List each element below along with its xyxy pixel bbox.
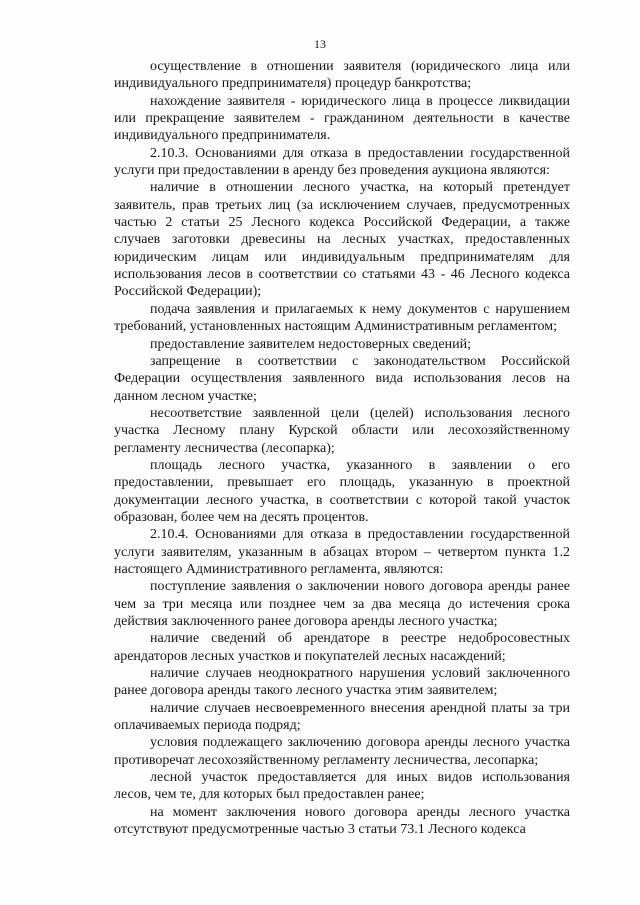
paragraph: наличие случаев неоднократного нарушения условий заключенного ранее договора аренды такого лесного участка этим заявителем; xyxy=(114,666,570,699)
paragraph: несоответствие заявленной цели (целей) использования лесного участка Лесному плану Курской области или лесохозяйственному регламенту лесничества (лесопарка); xyxy=(114,405,570,456)
paragraph: площадь лесного участка, указанного в заявлении о его предоставлении, превышает его площадь, указанную в проектной документации лесного участка, в соответствии с которой такой участок образован, более чем на десять процентов. xyxy=(114,457,570,525)
page-number: 13 xyxy=(314,37,326,51)
paragraph: подача заявления и прилагаемых к нему документов с нарушением требований, установленных настоящим Административным регламентом; xyxy=(114,301,570,335)
paragraph: осуществление в отношении заявителя (юридического лица или индивидуального предпринимателя) процедур банкротства; xyxy=(114,59,570,92)
paragraph: наличие в отношении лесного участка, на который претендует заявитель, прав третьих лиц (за исключением случаев, предусмотренных частью 2 статьи 25 Лесного кодекса Российской Федерации, а также случаев заготовки древесины на лесных участках, предоставленных юридическим лицам или индивидуальным предпринимателям для использования лесов в соответствии со статьями 43 - 46 Лесного кодекса Российской Федерации); xyxy=(114,180,570,300)
paragraph: предоставление заявителем недостоверных сведений; xyxy=(150,336,471,352)
paragraph: лесной участок предоставляется для иных видов использования лесов, чем те, для которых был предоставлен ранее; xyxy=(114,770,570,803)
section-2-10-3-heading: 2.10.3. Основаниями для отказа в предоставлении государственной услуги при предоставлении в аренду без проведения аукциона являются: xyxy=(114,145,570,179)
paragraph: условия подлежащего заключению договора аренды лесного участка противоречат лесохозяйственному регламенту лесничества, лесопарка; xyxy=(114,735,570,768)
document-body xyxy=(114,58,570,838)
section-2-10-4-heading: 2.10.4. Основаниями для отказа в предоставлении государственной услуги заявителям, указанным в абзацах втором – четвертом пункта 1.2 настоящего Административного регламента, являются: xyxy=(114,527,570,577)
paragraph: запрещение в соответствии с законодательством Российской Федерации осуществления заявленного вида использования лесов на данном лесном участке; xyxy=(114,353,570,404)
paragraph: на момент заключения нового договора аренды лесного участка отсутствуют предусмотренные частью 3 статьи 73.1 Лесного кодекса xyxy=(114,804,570,838)
paragraph: поступление заявления о заключении нового договора аренды ранее чем за три месяца или позднее чем за два месяца до истечения срока действия заключенного ранее договора аренды лесного участка; xyxy=(114,579,570,629)
paragraph: наличие сведений об арендаторе в реестре недобросовестных арендаторов лесных участков и покупателей лесных насаждений; xyxy=(114,631,570,664)
paragraph: нахождение заявителя - юридического лица в процессе ликвидации или прекращение заявителем - гражданином деятельности в качестве индивидуального предпринимателя. xyxy=(114,93,570,144)
paragraph: наличие случаев несвоевременного внесения арендной платы за три оплачиваемых периода подряд; xyxy=(114,700,570,734)
